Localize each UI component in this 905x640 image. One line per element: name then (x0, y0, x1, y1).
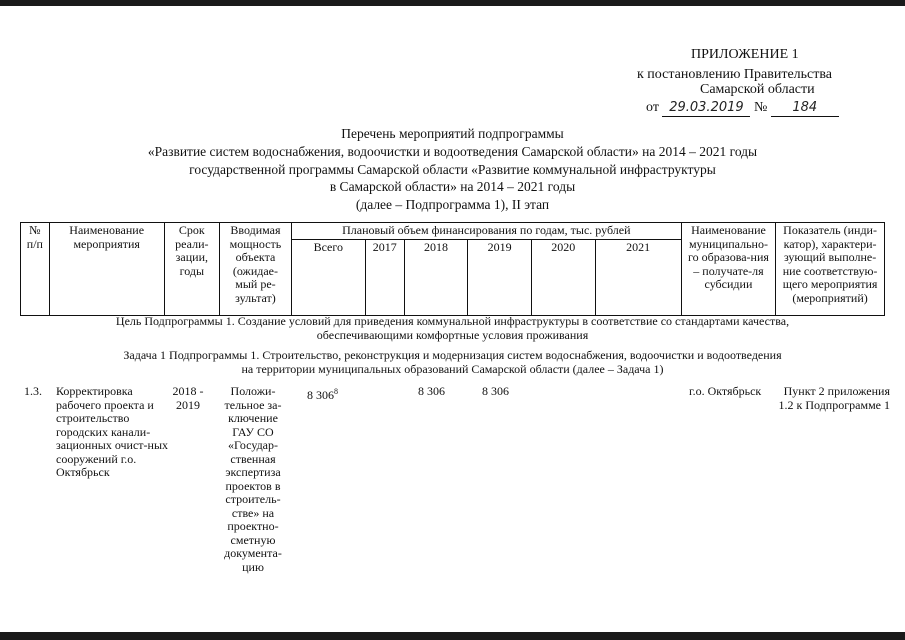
appendix-title: ПРИЛОЖЕНИЕ 1 (691, 47, 799, 62)
title-line2: «Развитие систем водоснабжения, водоочистки и водоотведения Самарской области» на 2014 – 2021 годы (147, 144, 758, 159)
col-indicator-header: Показатель (инди-катор), характери-зующий выполне-ние соответствую-щего мероприятия (мероприятий) (776, 223, 885, 316)
col-year-header: 2021 (595, 239, 681, 315)
appendix-date-line (646, 99, 839, 117)
row-2019: 8 306 (482, 384, 509, 398)
task-line1: Задача 1 Подпрограммы 1. Строительство, реконструкция и модернизация систем водоснабжения, водоочистки и водоотведения (123, 348, 782, 362)
title-line5: (далее – Подпрограмма 1), II этап (355, 197, 550, 212)
col-no-header: № п/п (21, 223, 50, 316)
col-funding-header: Плановый объем финансирования по годам, тыс. рублей (291, 223, 681, 240)
row-name: Корректировка рабочего проекта и строительство городских канали-зационных очист-ных сооружений г.о. Октябрьск (56, 384, 169, 479)
appendix-line2: Самарской области (700, 82, 815, 97)
handwritten-number: 184 (792, 100, 818, 115)
col-year-header: 2020 (531, 239, 595, 315)
task-line2: на территории муниципальных образований Самарской области (далее – Задача 1) (241, 362, 664, 376)
number-label: № (753, 100, 768, 115)
col-year-header: 2017 (365, 239, 404, 315)
row-recipient: г.о. Октябрьск (689, 384, 762, 398)
row-total-footnote: 8 (334, 387, 338, 396)
goal-line1: Цель Подпрограммы 1. Создание условий для приведения коммунальной инфраструктуры в соответствие со стандартами качества, (115, 314, 790, 328)
plan-table-header (20, 222, 885, 316)
title-line1: Перечень мероприятий подпрограммы (341, 126, 564, 141)
col-recipient-header: Наименование муниципально-го образова-ния – получате-ля субсидии (681, 223, 775, 316)
title-line3: государственной программы Самарской области «Развитие коммунальной инфраструктуры (189, 162, 716, 177)
row-total (307, 385, 338, 403)
row-capacity: Положи-тельное за-ключение ГАУ СО «Государ-ственная экспертиза проектов в строитель-стве» на проектно-сметную документа-цию (224, 384, 282, 574)
goal-line2: обеспечивающими комфортные условия проживания (316, 328, 589, 342)
from-label: от (646, 100, 659, 115)
row-term: 2018 - 2019 (172, 384, 204, 412)
scan-bottom-edge (0, 632, 905, 640)
handwritten-date: 29.03.2019 (669, 100, 744, 115)
col-total-header: Всего (291, 239, 365, 315)
row-indicator: Пункт 2 приложения 1.2 к Подпрограмме 1 (778, 384, 890, 412)
appendix-line1: к постановлению Правительства (637, 67, 833, 82)
col-year-header: 2019 (468, 239, 532, 315)
col-term-header: Срок реали-зации, годы (164, 223, 219, 316)
row-number: 1.3. (24, 384, 42, 398)
title-line4: в Самарской области» на 2014 – 2021 годы (329, 179, 576, 194)
col-name-header: Наименование мероприятия (49, 223, 164, 316)
col-capacity-header: Вводимая мощность объекта (ожидае-мый ре-зультат) (220, 223, 292, 316)
col-year-header: 2018 (404, 239, 468, 315)
scan-top-edge (0, 0, 905, 6)
row-2018: 8 306 (418, 384, 445, 398)
row-total-value: 8 306 (307, 388, 334, 402)
